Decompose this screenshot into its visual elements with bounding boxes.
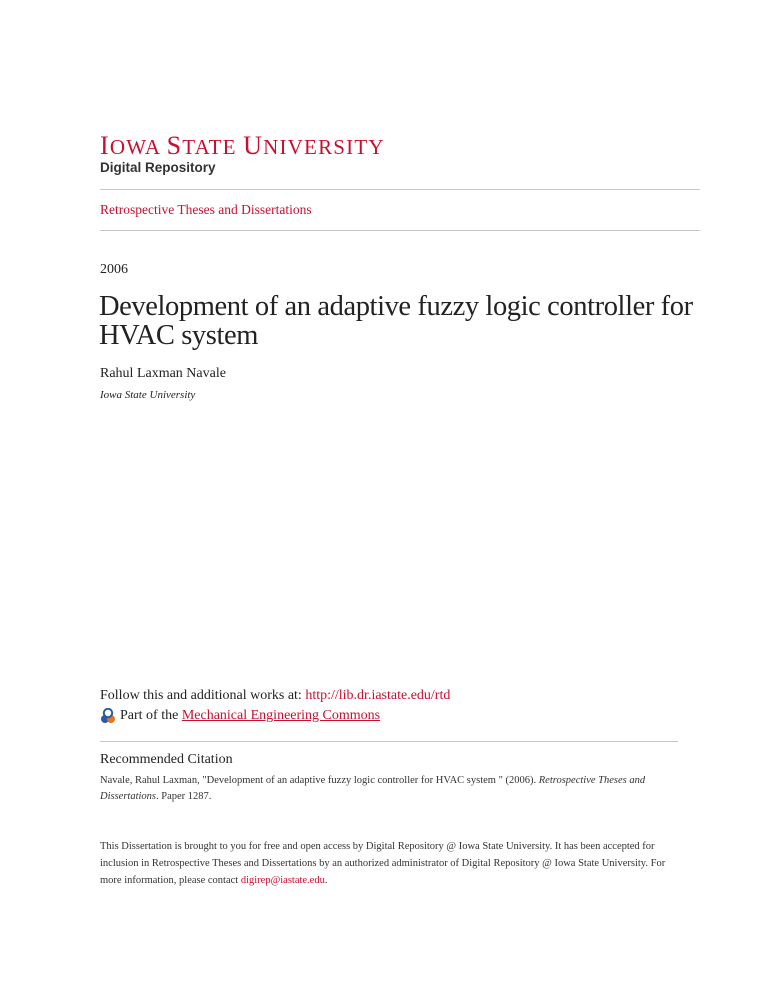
contact-email-link[interactable]: digirep@iastate.edu: [240, 875, 325, 886]
university-logo: [100, 131, 385, 160]
access-notice: [100, 838, 680, 889]
notice-text: This Dissertation is brought to you for free and open access by Digital Repository @ Iowa State University. It has been accepted for inclusion in Retrospective Theses and Dissertations by an authorized administrator of Digital Repository @ Iowa State University. For more information, please contact: [100, 841, 666, 886]
series-divider: [100, 230, 700, 231]
citation-divider: [100, 741, 678, 742]
top-divider: [100, 189, 700, 190]
citation-series: Retrospective Theses and Dissertations: [100, 775, 646, 802]
follow-prefix: Follow this and additional works at:: [100, 688, 306, 703]
part-of-line: [100, 708, 380, 724]
series-link[interactable]: Retrospective Theses and Dissertations: [100, 202, 312, 217]
publication-year: 2006: [100, 262, 128, 277]
document-title: Development of an adaptive fuzzy logic controller for HVAC system: [99, 291, 693, 351]
logo-cap-1: I: [100, 131, 110, 160]
logo-rest-2: TATE: [182, 135, 244, 159]
author-affiliation: Iowa State University: [100, 389, 196, 401]
follow-line: [100, 688, 450, 704]
citation-before: Navale, Rahul Laxman, "Development of an adaptive fuzzy logic controller for HVAC system " (2006).: [100, 775, 539, 786]
logo-cap-3: U: [243, 131, 264, 160]
network-commons-icon: [100, 708, 116, 724]
repository-name: Digital Repository: [100, 160, 216, 175]
part-of-prefix: Part of the: [120, 708, 179, 723]
commons-link[interactable]: Mechanical Engineering Commons: [181, 708, 381, 723]
logo-cap-2: S: [166, 131, 183, 160]
author-name: Rahul Laxman Navale: [100, 366, 226, 381]
citation-text: [100, 773, 670, 805]
logo-rest-3: NIVERSITY: [263, 135, 385, 159]
rtd-link[interactable]: http://lib.dr.iastate.edu/rtd: [305, 688, 451, 703]
notice-end: .: [324, 875, 328, 886]
citation-heading: Recommended Citation: [100, 752, 233, 767]
logo-rest-1: OWA: [109, 135, 167, 159]
citation-after: . Paper 1287.: [156, 791, 212, 802]
